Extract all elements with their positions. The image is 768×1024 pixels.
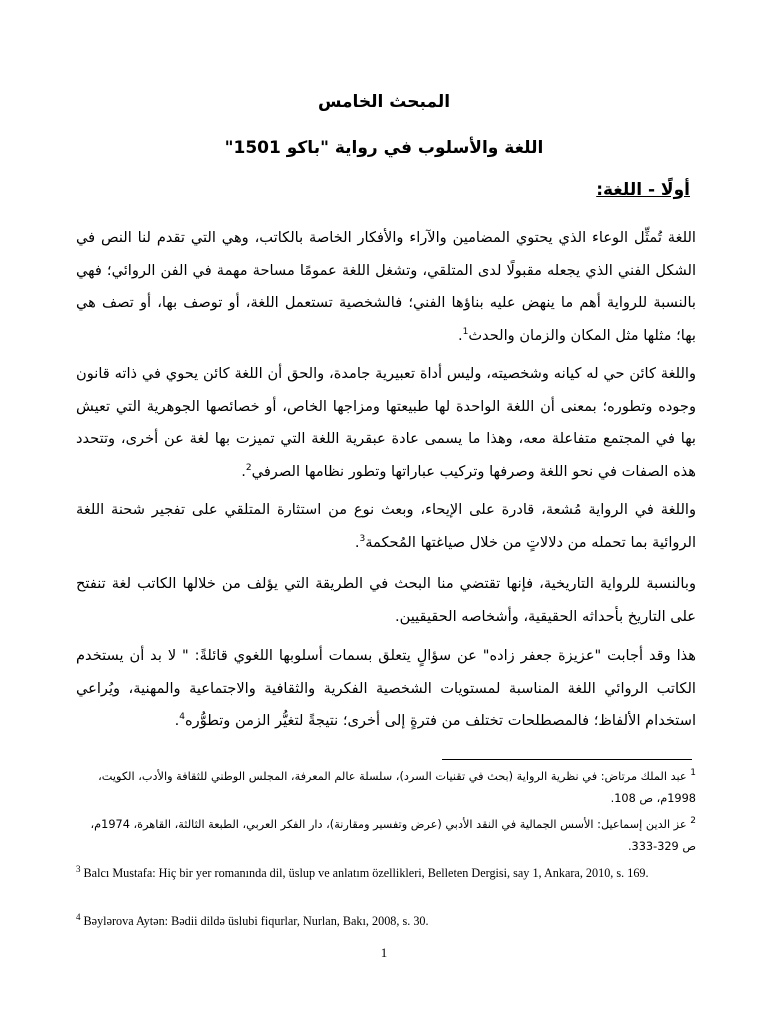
page-number: 1 xyxy=(380,945,388,960)
paragraph-text: واللغة في الرواية مُشعة، قادرة على الإيحاء، وبعث نوع من استثارة المتلقي على تفجير شحنة اللغة الروائية بما تحمله من دلالاتٍ من خلال صياغتها المُحكمة xyxy=(76,501,696,551)
body-paragraph: واللغة في الرواية مُشعة، قادرة على الإيحاء، وبعث نوع من استثارة المتلقي على تفجير شحنة اللغة الروائية بما تحمله من دلالاتٍ من خلال صياغتها المُحكمة$^3$. xyxy=(76,501,696,551)
footnote-divider xyxy=(442,759,692,760)
footnote xyxy=(76,766,696,810)
chapter-subtitle: اللغة والأسلوب في رواية "باكو 1501" xyxy=(224,138,544,158)
chapter-title: المبحث الخامس xyxy=(317,92,451,112)
footnote xyxy=(76,814,696,858)
section-heading: أولًا - اللغة: xyxy=(596,180,690,200)
footnote-text: عز الدين إسماعيل: الأسس الجمالية في النقد الأدبي (عرض وتفسير ومقارنة)، دار الفكر العربي، الطبعة الثالثة، القاهرة، 1974م، ص 329-333. xyxy=(90,818,696,853)
paragraph-text: هذا وقد أجابت "عزيزة جعفر زاده" عن سؤالٍ يتعلق بسمات أسلوبها اللغوي قائلةً: " لا بد أن يستخدم الكاتب الروائي اللغة المناسبة لمستويات الشخصية الفكرية والثقافية والاجتماعية والمهنية، ويُراعي استخدام الألفاظ؛ فالمصطلحات تختلف من فترةٍ إلى أخرى؛ نتيجةً لتغيُّر الزمن وتطوُّره xyxy=(76,647,696,729)
footnote-text: عبد الملك مرتاض: في نظرية الرواية (بحث في تقنيات السرد)، سلسلة عالم المعرفة، المجلس الوطني للثقافة والأدب، الكويت، 1998م، ص 108. xyxy=(98,770,696,805)
body-paragraph xyxy=(76,640,696,738)
footnote-text: Bəylərova Aytən: Bədii dildə üslubi fiqurlar, Nurlan, Bakı, 2008, s. 30. xyxy=(83,914,429,928)
footnote xyxy=(76,910,696,932)
body-paragraph xyxy=(76,568,696,633)
footnote-number: 1 xyxy=(690,768,696,779)
footnote-number: 4 xyxy=(76,911,81,922)
footnote-reference[interactable]: 2 xyxy=(245,462,252,473)
body-paragraph: واللغة كائن حي له كيانه وشخصيته، وليس أداة تعبيرية جامدة، والحق أن اللغة كائن يحوي في ذاته قانون وجوده وتطوره؛ بمعنى أن اللغة الواحدة لها طبيعتها ومزاجها الخاص، أو خصائصها الجوهرية التي تعيش بها في المجتمع متفاعلة معه، وهذا ما يسمى عادة عبقرية اللغة التي تميزت بها لغة عن أخرى، وتتحدد هذه الصفات في نحو اللغة وصرفها وتركيب عباراتها وتطور نظامها الصرفي$^2$. xyxy=(76,365,696,480)
footnote-reference[interactable]: 1 xyxy=(462,326,469,337)
paragraph-text: واللغة كائن حي له كيانه وشخصيته، وليس أداة تعبيرية جامدة، والحق أن اللغة كائن يحوي في ذاته قانون وجوده وتطوره؛ بمعنى أن اللغة الواحدة لها طبيعتها ومزاجها الخاص، أو خصائصها الجوهرية التي تعيش بها في المجتمع متفاعلة معه، وهذا ما يسمى عادة عبقرية اللغة التي تميزت بها لغة عن أخرى، وتتحدد هذه الصفات في نحو اللغة وصرفها وتركيب عباراتها وتطور نظامها الصرفي xyxy=(76,365,696,480)
footnote-number: 3 xyxy=(76,863,81,874)
paragraph-text: وبالنسبة للرواية التاريخية، فإنها تقتضي منا البحث في الطريقة التي يؤلف من خلالها الكاتب لغة تنفتح على التاريخ بأحداثه الحقيقية، وأشخاصه الحقيقيين. xyxy=(76,575,696,625)
body-paragraph: اللغة تُمثِّل الوعاء الذي يحتوي المضامين والآراء والأفكار الخاصة بالكاتب، وهي التي تقدم لنا النص في الشكل الفني الذي يجعله مقبولًا لدى المتلقي، وتشغل اللغة عمومًا مساحة مهمة في الفن الروائي؛ فهي بالنسبة للرواية أهم ما ينهض عليه بناؤها الفني؛ فالشخصية تستعمل اللغة، أو توصف بها، أو تصف هي بها؛ مثلها مثل المكان والزمان والحدث$^1$. xyxy=(76,229,696,344)
footnote-reference[interactable]: 3 xyxy=(359,533,366,544)
footnote-reference[interactable]: 4 xyxy=(179,712,186,723)
footnote xyxy=(76,862,696,884)
paragraph-text: اللغة تُمثِّل الوعاء الذي يحتوي المضامين والآراء والأفكار الخاصة بالكاتب، وهي التي تقدم لنا النص في الشكل الفني الذي يجعله مقبولًا لدى المتلقي، وتشغل اللغة عمومًا مساحة مهمة في الفن الروائي؛ فهي بالنسبة للرواية أهم ما ينهض عليه بناؤها الفني؛ فالشخصية تستعمل اللغة، أو توصف بها، أو تصف هي بها؛ مثلها مثل المكان والزمان والحدث xyxy=(76,229,696,344)
footnote-text: Balcı Mustafa: Hiç bir yer romanında dil, üslup ve anlatım özellikleri, Belleten Dergisi, say 1, Ankara, 2010, s. 169. xyxy=(83,866,649,880)
paragraph-suffix: . xyxy=(174,712,180,729)
footnote-number: 2 xyxy=(690,816,696,827)
